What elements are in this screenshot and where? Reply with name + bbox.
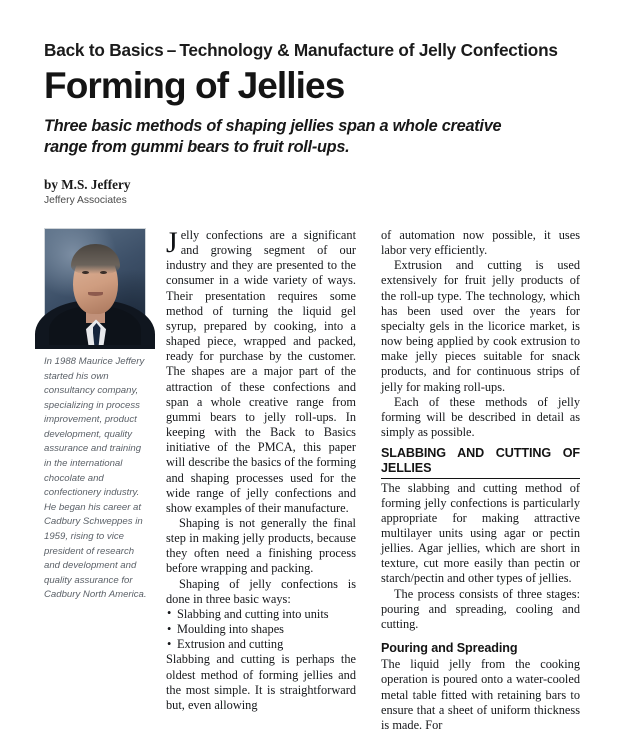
list-item: • Slabbing and cutting into units xyxy=(166,607,356,622)
body-paragraph: Slabbing and cutting is perhaps the oldest method of forming jellies and the most simple. It is straightforward but, even allowing xyxy=(166,652,356,712)
author-byline: by M.S. Jeffery xyxy=(44,176,131,192)
photo-eye-right xyxy=(100,271,107,274)
body-paragraph: Extrusion and cutting is used extensively for fruit jelly products of the roll-up type. The technology, which has been used over the years for specialty gels in the licorice market, is now being applied by cook extrusion to make jelly pieces suitable for snack products, and for continuous strips of jelly for making roll-ups. xyxy=(381,258,580,394)
article-deck: Three basic methods of shaping jellies span a whole creative range from gummi bears to fruit roll-ups. xyxy=(44,117,502,156)
page-title: Forming of Jellies xyxy=(44,65,345,106)
photo-mouth xyxy=(88,292,103,296)
photo-caption: In 1988 Maurice Jeffery started his own consultancy company, specializing in process improvement, product development, quality assurance and training in the international chocolate and confectionery industry. He began his career at Cadbury Schweppes in 1959, rising to vice president of research and development and quality assurance for Cadbury North America. xyxy=(44,356,147,601)
author-affiliation: Jeffery Associates xyxy=(44,194,127,206)
right-column xyxy=(381,228,580,732)
photo-eye-left xyxy=(82,271,89,274)
body-paragraph: Each of these methods of jelly forming will be described in detail as simply as possible. xyxy=(381,394,580,440)
left-column xyxy=(44,228,147,624)
drop-cap: J xyxy=(166,226,178,259)
section-heading: SLABBING AND CUTTING OF JELLIES xyxy=(381,446,580,478)
masthead xyxy=(44,40,584,206)
methods-bullet-list xyxy=(166,607,356,652)
body-paragraph: The slabbing and cutting method of forming jelly confections is particularly appropriate for making attractive multilayer units using agar or pectin jellies. Agar jellies, which are short in texture, cut more easily than pectin or starch/pectin and other types of jellies. xyxy=(381,480,580,586)
list-item: • Moulding into shapes xyxy=(166,622,356,637)
body-paragraph: The process consists of three stages: pouring and spreading, cooling and cutting. xyxy=(381,586,580,631)
body-text: elly confections are a significant and growing segment of our industry and they are presented to the consumer in a wide variety of ways. Their presentation requires some method of turning the liquid gel syrup, prepared by cooking, into a shaped piece, wrapped and packed, ready for purchase by the customer. The shapes are a major part of the attraction of these confections and span a whole creative range from gummi bears to jelly roll-ups. In keeping with the Back to Basics initiative of the PMCA, this paper will describe the basics of the forming and shaping processes used for the wide range of jelly confections and show examples of their manufacture. xyxy=(166,228,356,515)
sub-heading: Pouring and Spreading xyxy=(381,641,518,656)
body-paragraph: Shaping of jelly confections is done in three basic ways: xyxy=(166,576,356,606)
author-portrait-photo xyxy=(44,228,146,346)
list-item: • Extrusion and cutting xyxy=(166,637,356,652)
middle-column xyxy=(166,226,356,712)
body-paragraph: The liquid jelly from the cooking operation is poured onto a water-cooled metal table fitted with retaining bars to ensure that a sheet of uniform thickness is made. For xyxy=(381,657,580,732)
body-paragraph: Shaping is not generally the final step in making jelly products, because they often need a finishing process before wrapping and packing. xyxy=(166,515,356,576)
body-paragraph xyxy=(166,228,356,516)
article-kicker: Back to Basics – Technology & Manufacture of Jelly Confections xyxy=(44,40,558,60)
body-paragraph: of automation now possible, it uses labor very efficiently. xyxy=(381,228,580,258)
